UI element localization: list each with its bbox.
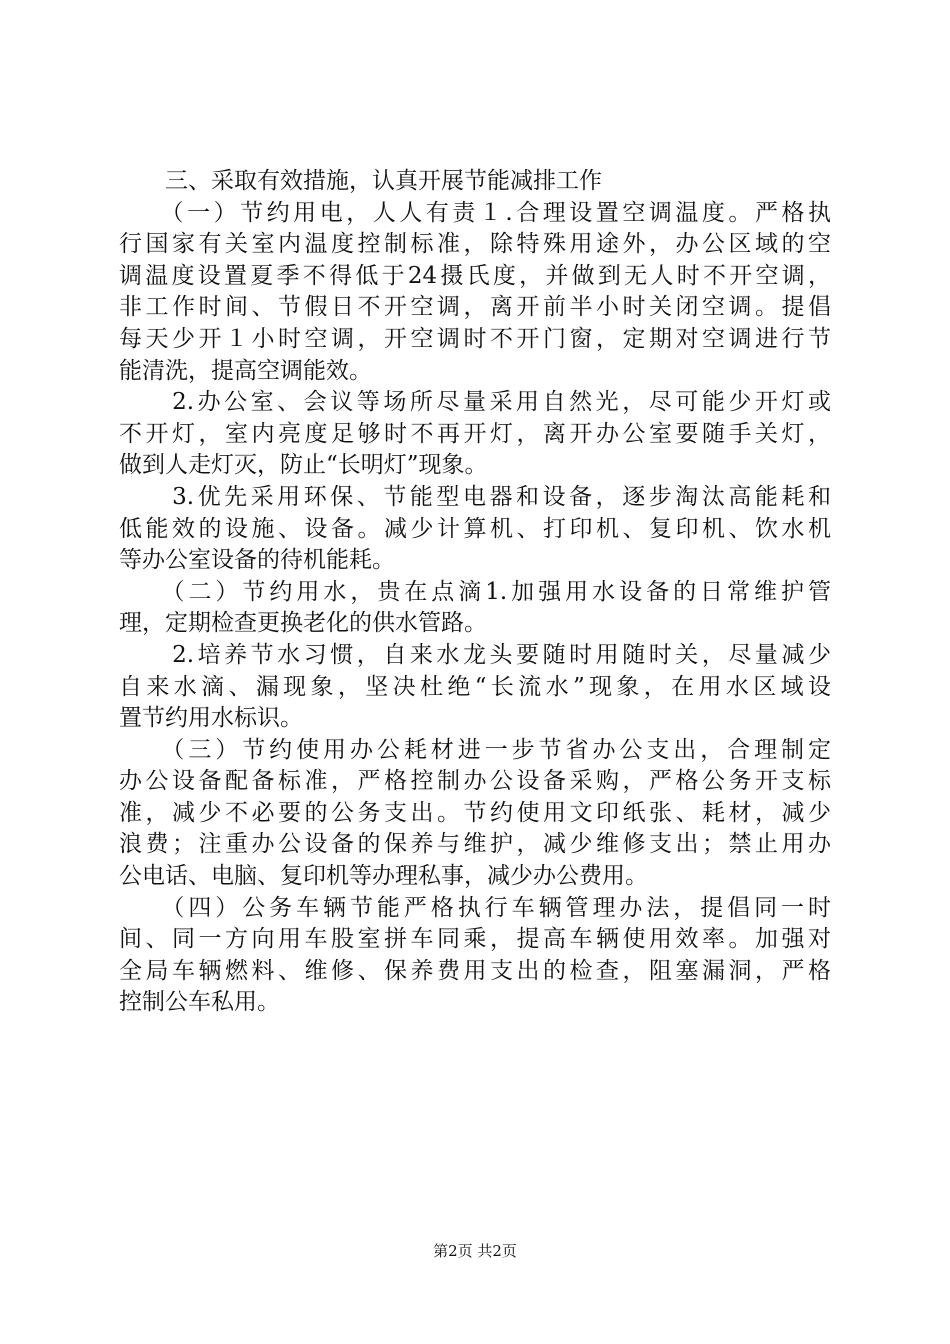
text-line: 2.办公室、会议等场所尽量采用自然光，尽可能少开灯或: [119, 389, 831, 416]
text-line: 2.培养节水习惯，自来水龙头要随时用随时关，尽量减少: [119, 641, 831, 668]
text-line: 全局车辆燃料、维修、保养费用支出的检查，阻塞漏洞，严格: [119, 957, 831, 984]
text-line: 办公设备配备标准，严格控制办公设备采购，严格公务开支标: [119, 768, 831, 795]
text-line: 间、同一方向用车股室拼车同乘，提高车辆使用效率。加强对: [119, 926, 831, 953]
text-line: 行国家有关室内温度控制标准，除特殊用途外，办公区域的空: [119, 231, 831, 258]
document-body: [119, 166, 831, 1019]
text-line: 调温度设置夏季不得低于24摄氏度，并做到无人时不开空调，: [119, 262, 831, 289]
text-line: （三）节约使用办公耗材进一步节省办公支出，合理制定: [119, 736, 831, 763]
text-line: （四）公务车辆节能严格执行车辆管理办法，提倡同一时: [119, 894, 831, 921]
text-line: 3.优先采用环保、节能型电器和设备，逐步淘汰高能耗和: [119, 483, 831, 510]
text-line: 控制公车私用。: [119, 989, 280, 1016]
text-line: 做到人走灯灭，防止“长明灯”现象。: [119, 452, 488, 479]
page-footer: 第2页 共2页: [433, 1242, 517, 1260]
text-line: 不开灯，室内亮度足够时不再开灯，离开办公室要随手关灯，: [119, 420, 831, 447]
text-line: （二）节约用水，贵在点滴1.加强用水设备的日常维护管: [119, 578, 831, 605]
text-line: 等办公室设备的待机能耗。: [119, 547, 395, 574]
section-heading: 三、采取有效措施，认真开展节能减排工作: [119, 168, 602, 194]
text-line: 自来水滴、漏现象，坚决杜绝“长流水”现象，在用水区域设: [119, 673, 831, 700]
text-line: 浪费；注重办公设备的保养与维护，减少维修支出；禁止用办: [119, 831, 831, 858]
text-line: 每天少开１小时空调，开空调时不开门窗，定期对空调进行节: [119, 325, 831, 352]
text-line: 公电话、电脑、复印机等办理私事，减少办公费用。: [119, 863, 648, 890]
text-line: （一）节约用电，人人有责１.合理设置空调温度。严格执: [119, 199, 831, 226]
text-line: 置节约用水标识。: [119, 705, 303, 732]
text-line: 理，定期检查更换老化的供水管路。: [119, 610, 487, 637]
text-line: 低能效的设施、设备。减少计算机、打印机、复印机、饮水机: [119, 515, 831, 542]
text-line: 能清洗，提高空调能效。: [119, 357, 372, 384]
text-line: 非工作时间、节假日不开空调，离开前半小时关闭空调。提倡: [119, 294, 831, 321]
text-line: 准，减少不必要的公务支出。节约使用文印纸张、耗材，减少: [119, 799, 831, 826]
